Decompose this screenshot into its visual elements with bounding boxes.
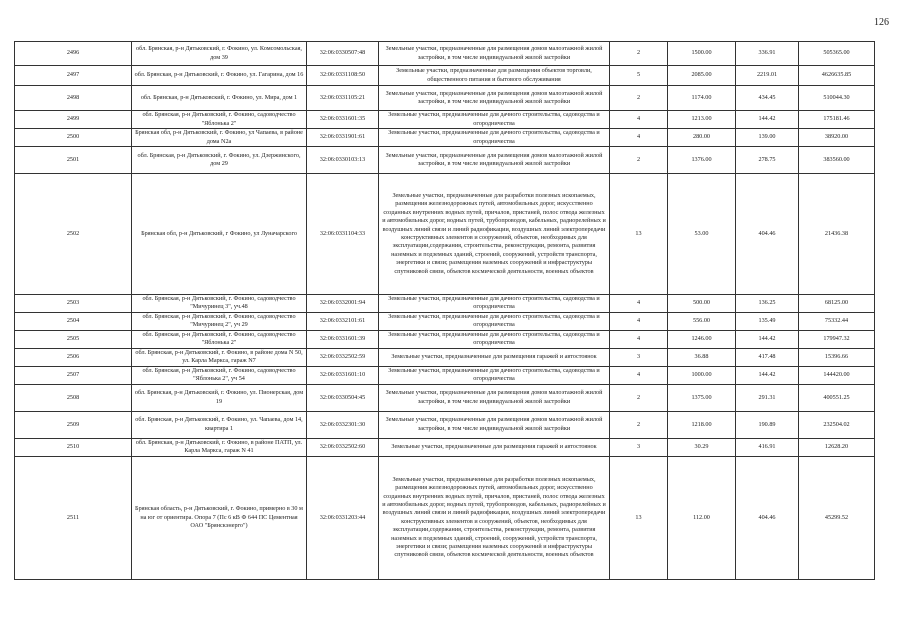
area-cell: 1174.00 [668,86,736,111]
cadastral-number-cell: 32:06:0331601:35 [307,111,379,129]
row-number: 2508 [15,384,132,411]
cadastral-value-cell: 383560.00 [799,147,875,174]
page-number: 126 [874,17,889,28]
cadastral-value-cell: 4626635.85 [799,66,875,86]
cadastral-number-cell: 32:06:0331601:10 [307,366,379,384]
land-use-cell: Земельные участки, предназначенные для разработки полезных ископаемых, размещения железнодорожных путей, автомобильных дорог, искусственно созданных внутренних водных путей, причалов, пристаней, полос отвода железных и автомобильных дорог, водных путей, трубопроводов, кабельных, радиорелейных и воздушных линий связи и линий радиофикации, воздушных линий электропередачи конструктивных элементов и сооружений, объектов, необходимых для эксплуатации,содержания, строительства, реконструкции, ремонта, развития наземных и подземных зданий, строений, сооружений, устройств транспорта, энергетики и связи; размещения наземных сооружений и инфраструктуры спутниковой связи, объектов космической деятельности, военных объектов [379,456,610,579]
cadastral-value-cell: 12628.20 [799,438,875,456]
cadastral-value-cell: 510044.30 [799,86,875,111]
cadastral-value-cell: 38920.00 [799,129,875,147]
cadastral-value-cell: 144420.00 [799,366,875,384]
land-use-cell: Земельные участки, предназначенные для размещения гаражей и автостоянок [379,438,610,456]
table-row [15,111,875,129]
address-cell: обл. Брянская, р-н Дятьковский, г. Фокино, садоводчество "Яблонька 2" [132,330,307,348]
cadastral-value-cell: 15396.66 [799,348,875,366]
group-cell: 2 [610,384,668,411]
address-cell: обл. Брянская, р-н Дятьковский, г. Фокино, садоводчество "Яблонька 2", уч 54 [132,366,307,384]
address-cell: обл. Брянская, р-н Дятьковский, г. Фокино, садоводчество "Мичуринец 3", уч.48 [132,295,307,313]
group-cell: 2 [610,411,668,438]
cadastral-number-cell: 32:06:0331601:39 [307,330,379,348]
rate-cell: 417.48 [736,348,799,366]
address-cell: обл. Брянская, р-н Дятьковский, г. Фокино, ул. Гагарина, дом 16 [132,66,307,86]
area-cell: 1246.00 [668,330,736,348]
land-use-cell: Земельные участки, предназначенные для дачного строительства, садоводства и огородничества [379,330,610,348]
address-cell: обл. Брянская, р-н Дятьковский, г. Фокино, ул. Пионерская, дом 19 [132,384,307,411]
land-registry-table [14,41,875,580]
address-cell: Брянская обл, р-н Дятьковский, г. Фокино, ул Чапаева, в районе дома N2а [132,129,307,147]
cadastral-value-cell: 21436.38 [799,174,875,295]
rate-cell: 404.46 [736,174,799,295]
table-row [15,411,875,438]
rate-cell: 278.75 [736,147,799,174]
address-cell: обл. Брянская, р-н Дятьковский, г. Фокино, ул. Чапаева, дом 14, квартира 1 [132,411,307,438]
cadastral-number-cell: 32:06:0332502:60 [307,438,379,456]
rate-cell: 291.31 [736,384,799,411]
cadastral-value-cell: 400551.25 [799,384,875,411]
land-use-cell: Земельные участки, предназначенные для размещения домов малоэтажной жилой застройки, в том числе индивидуальной жилой застройки [379,42,610,66]
land-use-cell: Земельные участки, предназначенные для размещения объектов торговли, общественного питания и бытового обслуживания [379,66,610,86]
address-cell: обл. Брянская, р-н Дятьковский, г. Фокино, садоводчество "Яблонька 2" [132,111,307,129]
table-row [15,438,875,456]
address-cell: Брянская обл, р-н Дятьковский, г Фокино, ул Луначарского [132,174,307,295]
row-number: 2509 [15,411,132,438]
land-use-cell: Земельные участки, предназначенные для размещения домов малоэтажной жилой застройки, в том числе индивидуальной жилой застройки [379,411,610,438]
table-row [15,129,875,147]
address-cell: обл. Брянская, р-н Дятьковский, г. Фокино, ул. Мира, дом 1 [132,86,307,111]
cadastral-value-cell: 179947.32 [799,330,875,348]
row-number: 2501 [15,147,132,174]
rate-cell: 336.91 [736,42,799,66]
group-cell: 13 [610,174,668,295]
area-cell: 280.00 [668,129,736,147]
row-number: 2496 [15,42,132,66]
area-cell: 53.00 [668,174,736,295]
group-cell: 2 [610,42,668,66]
cadastral-value-cell: 68125.00 [799,295,875,313]
address-cell: обл. Брянская, р-н Дятьковский, г. Фокино, ул. Дзержинского, дом 29 [132,147,307,174]
rate-cell: 144.42 [736,330,799,348]
group-cell: 4 [610,111,668,129]
area-cell: 2085.00 [668,66,736,86]
table-row [15,312,875,330]
table-row [15,66,875,86]
row-number: 2500 [15,129,132,147]
table-row [15,384,875,411]
area-cell: 1376.00 [668,147,736,174]
cadastral-number-cell: 32:06:0331901:61 [307,129,379,147]
rate-cell: 136.25 [736,295,799,313]
row-number: 2499 [15,111,132,129]
rate-cell: 434.45 [736,86,799,111]
group-cell: 4 [610,312,668,330]
cadastral-number-cell: 32:06:0330103:13 [307,147,379,174]
address-cell: обл. Брянская, р-н Дятьковский, г. Фокино, в районе ПАТП, ул. Карла Маркса, гараж N 41 [132,438,307,456]
table-row [15,366,875,384]
group-cell: 3 [610,438,668,456]
cadastral-number-cell: 32:06:0332001:94 [307,295,379,313]
row-number: 2498 [15,86,132,111]
cadastral-value-cell: 45299.52 [799,456,875,579]
group-cell: 4 [610,366,668,384]
area-cell: 36.88 [668,348,736,366]
rate-cell: 2219.01 [736,66,799,86]
address-cell: обл. Брянская, р-н Дятьковский, г. Фокино, ул. Комсомольская, дом 39 [132,42,307,66]
area-cell: 1218.00 [668,411,736,438]
row-number: 2511 [15,456,132,579]
land-use-cell: Земельные участки, предназначенные для размещения домов малоэтажной жилой застройки, в том числе индивидуальной жилой застройки [379,86,610,111]
group-cell: 3 [610,348,668,366]
address-cell: Брянская область, р-н Дятьковский, г. Фокино, примерно в 30 м на юг от ориентира. Опора 7 (Пс 6 кВ Ф 644 ПС Цементная ОАО "Брянскэнерго") [132,456,307,579]
area-cell: 556.00 [668,312,736,330]
area-cell: 112.00 [668,456,736,579]
rate-cell: 144.42 [736,111,799,129]
address-cell: обл. Брянская, р-н Дятьковский, г. Фокино, садоводчество "Мичуринец 2", уч 29 [132,312,307,330]
table-row [15,295,875,313]
cadastral-number-cell: 32:06:0330504:45 [307,384,379,411]
rate-cell: 416.91 [736,438,799,456]
table-row [15,42,875,66]
cadastral-number-cell: 32:06:0332502:59 [307,348,379,366]
land-use-cell: Земельные участки, предназначенные для размещения гаражей и автостоянок [379,348,610,366]
area-cell: 30.29 [668,438,736,456]
group-cell: 13 [610,456,668,579]
table-row [15,86,875,111]
rate-cell: 144.42 [736,366,799,384]
group-cell: 5 [610,66,668,86]
cadastral-number-cell: 32:06:0331104:33 [307,174,379,295]
row-number: 2497 [15,66,132,86]
cadastral-number-cell: 32:06:0331105:21 [307,86,379,111]
land-use-cell: Земельные участки, предназначенные для дачного строительства, садоводства и огородничества [379,366,610,384]
group-cell: 4 [610,129,668,147]
cadastral-value-cell: 232504.02 [799,411,875,438]
rate-cell: 139.00 [736,129,799,147]
land-use-cell: Земельные участки, предназначенные для размещения домов малоэтажной жилой застройки, в том числе индивидуальной жилой застройки [379,384,610,411]
table-row [15,330,875,348]
group-cell: 2 [610,86,668,111]
land-use-cell: Земельные участки, предназначенные для дачного строительства, садоводства и огородничества [379,295,610,313]
cadastral-number-cell: 32:06:0331108:50 [307,66,379,86]
area-cell: 500.00 [668,295,736,313]
cadastral-value-cell: 175181.46 [799,111,875,129]
row-number: 2503 [15,295,132,313]
cadastral-number-cell: 32:06:0330507:48 [307,42,379,66]
table-row [15,456,875,579]
area-cell: 1000.00 [668,366,736,384]
group-cell: 4 [610,330,668,348]
area-cell: 1500.00 [668,42,736,66]
row-number: 2505 [15,330,132,348]
row-number: 2507 [15,366,132,384]
cadastral-value-cell: 505365.00 [799,42,875,66]
table-row [15,147,875,174]
group-cell: 2 [610,147,668,174]
row-number: 2510 [15,438,132,456]
table-row [15,174,875,295]
cadastral-value-cell: 75332.44 [799,312,875,330]
land-use-cell: Земельные участки, предназначенные для дачного строительства, садоводства и огородничества [379,129,610,147]
cadastral-number-cell: 32:06:0332101:61 [307,312,379,330]
rate-cell: 404.46 [736,456,799,579]
table-row [15,348,875,366]
area-cell: 1213.00 [668,111,736,129]
cadastral-number-cell: 32:06:0331203:44 [307,456,379,579]
area-cell: 1375.00 [668,384,736,411]
rate-cell: 190.89 [736,411,799,438]
row-number: 2502 [15,174,132,295]
row-number: 2504 [15,312,132,330]
land-use-cell: Земельные участки, предназначенные для дачного строительства, садоводства и огородничества [379,111,610,129]
row-number: 2506 [15,348,132,366]
land-use-cell: Земельные участки, предназначенные для разработки полезных ископаемых, размещения железнодорожных путей, автомобильных дорог, искусственно созданных внутренних водных путей, причалов, пристаней, полос отвода железных и автомобильных дорог, водных путей, трубопроводов, кабельных, радиорелейных и воздушных линий связи и линий радиофикации, воздушных линий электропередачи конструктивных элементов и сооружений, объектов, необходимых для эксплуатации,содержания, строительства, реконструкции, ремонта, развития наземных и подземных зданий, строений, сооружений, устройств транспорта, энергетики и связи; размещения наземных сооружений и инфраструктуры спутниковой связи, объектов космической деятельности, военных объектов [379,174,610,295]
address-cell: обл. Брянская, р-н Дятьковский, г. Фокино, в районе дома N 50, ул. Карла Маркса, гараж N7 [132,348,307,366]
cadastral-number-cell: 32:06:0332301:30 [307,411,379,438]
group-cell: 4 [610,295,668,313]
rate-cell: 135.49 [736,312,799,330]
land-use-cell: Земельные участки, предназначенные для размещения домов малоэтажной жилой застройки, в том числе индивидуальной жилой застройки [379,147,610,174]
land-use-cell: Земельные участки, предназначенные для дачного строительства, садоводства и огородничества [379,312,610,330]
